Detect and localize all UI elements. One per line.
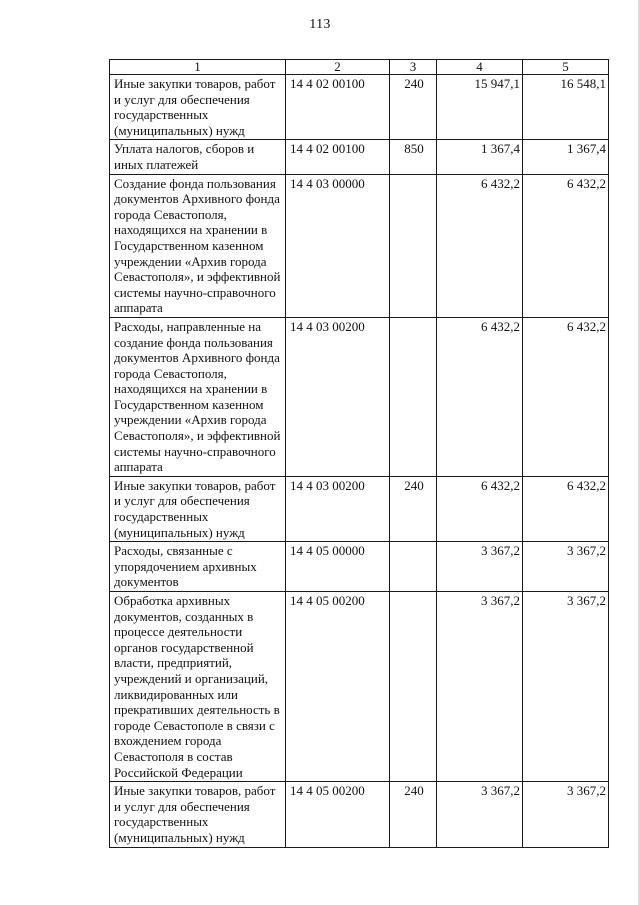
row-sum2-cell: 16 548,1 (523, 75, 609, 140)
header-cell-1: 1 (110, 60, 286, 75)
row-code-cell: 14 4 03 00000 (286, 174, 390, 317)
row-vr-cell: 240 (390, 476, 437, 541)
header-cell-2: 2 (286, 60, 390, 75)
row-sum2-cell: 3 367,2 (523, 592, 609, 782)
row-sum1-cell: 6 432,2 (437, 476, 523, 541)
table-row (110, 174, 609, 317)
row-name-cell: Создание фонда пользования документов Архивного фонда города Севастополя, находящихся на хранении в Государственном казенном учреждении «Архив города Севастополя», и эффективной системы научно-справочного аппарата (110, 174, 286, 317)
page-number: 113 (309, 17, 331, 32)
row-sum2-cell: 3 367,2 (523, 542, 609, 592)
row-sum1-cell: 3 367,2 (437, 542, 523, 592)
row-sum1-cell: 1 367,4 (437, 140, 523, 174)
row-vr-cell: 240 (390, 75, 437, 140)
row-name-cell: Иные закупки товаров, работ и услуг для обеспечения государственных (муниципальных) нужд (110, 75, 286, 140)
row-code-cell: 14 4 03 00200 (286, 317, 390, 476)
row-vr-cell (390, 542, 437, 592)
table-row (110, 782, 609, 847)
header-cell-3: 3 (390, 60, 437, 75)
row-sum1-cell: 15 947,1 (437, 75, 523, 140)
row-name-cell: Расходы, связанные с упорядочением архивных документов (110, 542, 286, 592)
budget-table (109, 59, 609, 848)
row-sum1-cell: 6 432,2 (437, 174, 523, 317)
table-row (110, 542, 609, 592)
table-row (110, 75, 609, 140)
row-sum2-cell: 6 432,2 (523, 317, 609, 476)
row-vr-cell: 850 (390, 140, 437, 174)
table-row (110, 317, 609, 476)
row-sum1-cell: 6 432,2 (437, 317, 523, 476)
header-cell-4: 4 (437, 60, 523, 75)
row-sum2-cell: 3 367,2 (523, 782, 609, 847)
row-code-cell: 14 4 03 00200 (286, 476, 390, 541)
table-row (110, 592, 609, 782)
row-sum2-cell: 6 432,2 (523, 476, 609, 541)
row-code-cell: 14 4 05 00000 (286, 542, 390, 592)
row-code-cell: 14 4 02 00100 (286, 75, 390, 140)
row-vr-cell (390, 592, 437, 782)
row-sum2-cell: 1 367,4 (523, 140, 609, 174)
row-vr-cell (390, 317, 437, 476)
row-vr-cell: 240 (390, 782, 437, 847)
row-code-cell: 14 4 05 00200 (286, 592, 390, 782)
table-header-row (110, 60, 609, 75)
row-name-cell: Обработка архивных документов, созданных в процессе деятельности органов государственной власти, предприятий, учреждений и организаций, ликвидированных или прекративших деятельность в городе Севастополе в связи с вхождением города Севастополя в состав Российской Федерации (110, 592, 286, 782)
row-sum1-cell: 3 367,2 (437, 592, 523, 782)
row-sum1-cell: 3 367,2 (437, 782, 523, 847)
row-sum2-cell: 6 432,2 (523, 174, 609, 317)
row-vr-cell (390, 174, 437, 317)
table-row (110, 140, 609, 174)
row-name-cell: Расходы, направленные на создание фонда пользования документов Архивного фонда города Севастополя, находящихся на хранении в Государственном казенном учреждении «Архив города Севастополя», и эффективной системы научно-справочного аппарата (110, 317, 286, 476)
row-code-cell: 14 4 05 00200 (286, 782, 390, 847)
header-cell-5: 5 (523, 60, 609, 75)
row-name-cell: Уплата налогов, сборов и иных платежей (110, 140, 286, 174)
table-row (110, 476, 609, 541)
row-code-cell: 14 4 02 00100 (286, 140, 390, 174)
row-name-cell: Иные закупки товаров, работ и услуг для обеспечения государственных (муниципальных) нужд (110, 782, 286, 847)
row-name-cell: Иные закупки товаров, работ и услуг для обеспечения государственных (муниципальных) нужд (110, 476, 286, 541)
